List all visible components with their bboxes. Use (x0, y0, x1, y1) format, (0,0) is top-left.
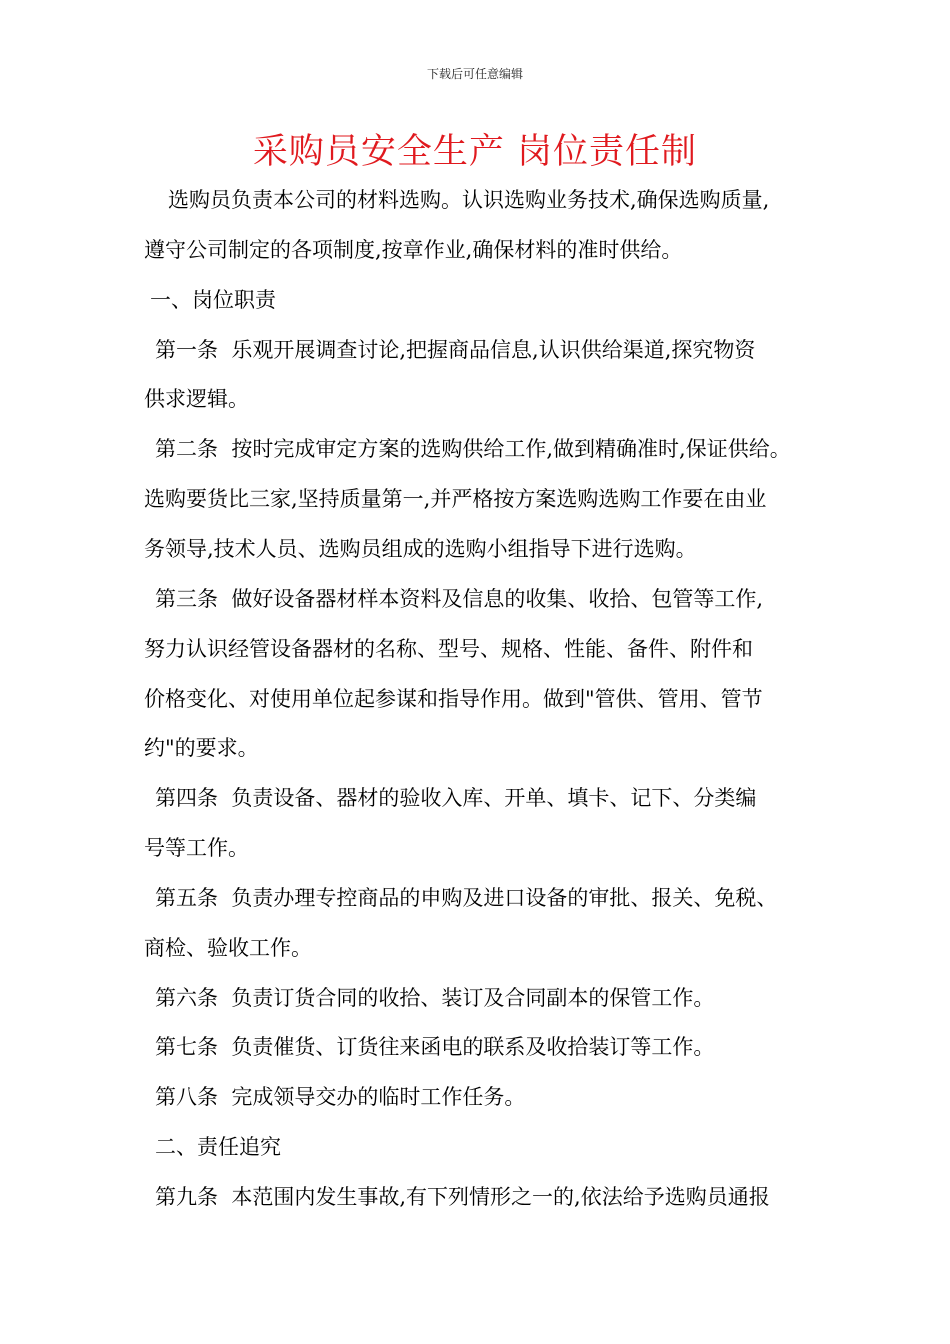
paragraph-line: 第四条 负责设备、器材的验收入库、开单、填卡、记下、分类编 (155, 786, 757, 810)
paragraph-line: 第六条 负责订货合同的收拾、装订及合同副本的保管工作。 (155, 986, 715, 1010)
paragraph-line: 努力认识经管设备器材的名称、型号、规格、性能、备件、附件和 (144, 637, 753, 661)
paragraph-line: 第五条 负责办理专控商品的申购及进口设备的审批、报关、免税、 (155, 886, 778, 910)
header-note: 下载后可任意编辑 (426, 67, 523, 81)
paragraph-line: 商检、验收工作。 (144, 936, 312, 960)
document-title: 采购员安全生产 岗位责任制 (252, 132, 698, 172)
paragraph-line: 第三条 做好设备器材样本资料及信息的收集、收拾、包管等工作, (155, 587, 764, 611)
paragraph-line: 选购要货比三家,坚持质量第一,并严格按方案选购选购工作要在由业 (144, 487, 767, 511)
paragraph-line: 约"的要求。 (144, 736, 259, 760)
paragraph-line: 第二条 按时完成审定方案的选购供给工作,做到精确准时,保证供给。 (155, 437, 791, 461)
paragraph-line: 第八条 完成领导交办的临时工作任务。 (155, 1085, 526, 1109)
paragraph-line: 务领导,技术人员、选购员组成的选购小组指导下进行选购。 (144, 537, 697, 561)
paragraph-line: 遵守公司制定的各项制度,按章作业,确保材料的准时供给。 (144, 238, 683, 262)
section-heading: 一、岗位职责 (150, 288, 276, 312)
paragraph-line: 第一条 乐观开展调查讨论,把握商品信息,认识供给渠道,探究物资 (155, 338, 756, 362)
paragraph-line: 第九条 本范围内发生事故,有下列情形之一的,依法给予选购员通报 (155, 1185, 770, 1209)
paragraph-line: 选购员负责本公司的材料选购。认识选购业务技术,确保选购质量, (168, 188, 770, 212)
paragraph-line: 供求逻辑。 (144, 387, 249, 411)
paragraph-line: 号等工作。 (144, 836, 249, 860)
section-heading: 二、责任追究 (155, 1135, 281, 1159)
paragraph-line: 第七条 负责催货、订货往来函电的联系及收拾装订等工作。 (155, 1035, 715, 1059)
paragraph-line: 价格变化、对使用单位起参谋和指导作用。做到"管供、管用、管节 (144, 687, 763, 711)
